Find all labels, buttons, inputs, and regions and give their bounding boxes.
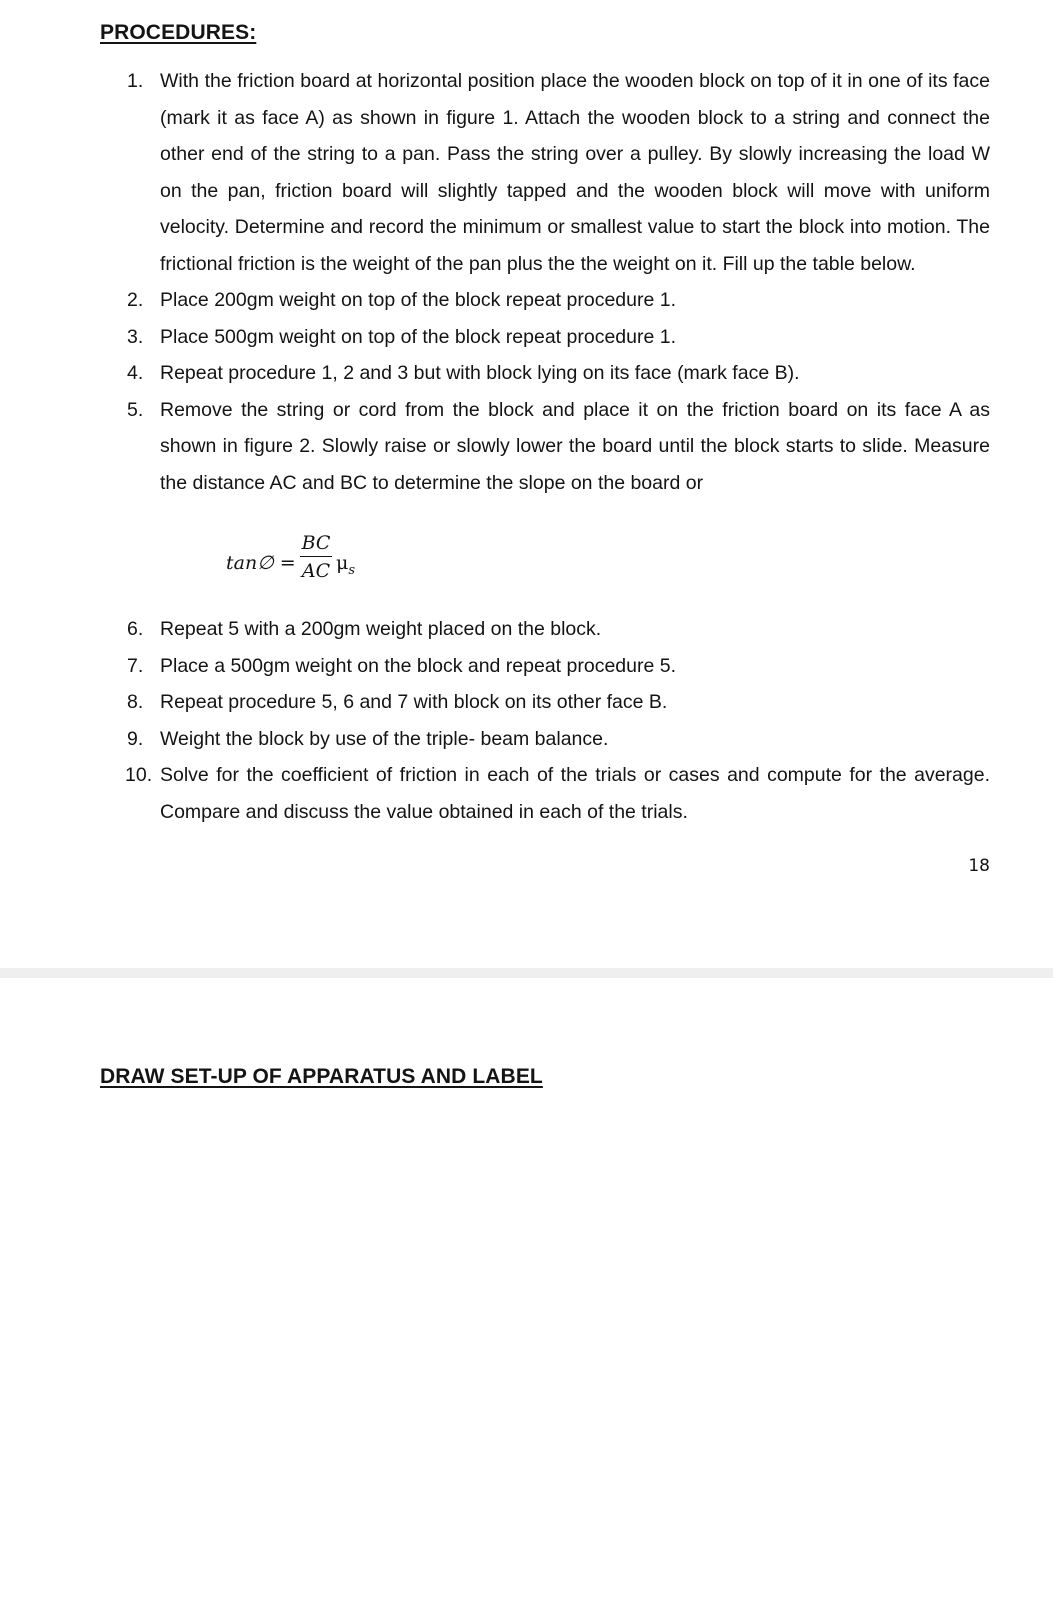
item-text: Place a 500gm weight on the block and repeat procedure 5. [160, 654, 677, 677]
list-item [0, 648, 1053, 685]
item-text: Repeat procedure 1, 2 and 3 but with block lying on its face (mark face B). [160, 362, 800, 384]
procedures-heading: PROCEDURES: [100, 21, 257, 44]
item-text: Place 200gm weight on top of the block repeat procedure 1. [160, 289, 676, 311]
formula-mu [336, 545, 355, 589]
item-text: With the friction board at horizontal position place the wooden block on top of it in one of its face (mark it as face A) as shown in figure 1. Attach the wooden block to a string and connect the other end of the string to a pan. Pass the string over a pulley. By slowly increasing the load W on the pan, friction board will slightly tapped and the wooden block will move with uniform velocity. Determine and record the minimum or smallest value to start the block into motion. The frictional friction is the weight of the pan plus the the weight on it. Fill up the table below. [160, 70, 990, 275]
item-text: Remove the string or cord from the block and place it on the friction board on its face A as shown in figure 2. Slowly raise or slowly lower the board until the block starts to slide. Measure the distance AC and BC to determine the slope on the board or [160, 398, 990, 494]
procedures-list [0, 63, 1053, 830]
page-number: 18 [968, 856, 990, 876]
item-number: 3. [127, 325, 144, 348]
list-item [0, 721, 1053, 758]
list-item [0, 757, 1053, 830]
item-number: 6. [127, 618, 144, 640]
item-number: 4. [127, 362, 144, 384]
formula-numerator: BC [301, 532, 331, 554]
item-text: Weight the block by use of the triple- beam balance. [160, 727, 609, 750]
item-number: 5. [127, 398, 144, 421]
formula-fraction [300, 531, 332, 583]
fraction-bar [300, 556, 332, 557]
list-item [0, 319, 1053, 356]
item-text: Repeat 5 with a 200gm weight placed on the block. [160, 618, 602, 640]
list-item [0, 611, 1053, 648]
formula-denominator: AC [301, 560, 331, 582]
formula-row [0, 501, 1053, 611]
draw-setup-heading: DRAW SET-UP OF APPARATUS AND LABEL [100, 1065, 543, 1088]
list-item [0, 684, 1053, 721]
item-text: Repeat procedure 5, 6 and 7 with block on its other face B. [160, 691, 668, 713]
list-item [0, 282, 1053, 319]
item-text: Solve for the coefficient of friction in each of the trials or cases and compute for the average. Compare and discuss the value obtained in each of the trials. [160, 764, 990, 823]
formula-lhs: tan∅ = [226, 552, 296, 574]
item-text: Place 500gm weight on top of the block repeat procedure 1. [160, 325, 676, 348]
item-number: 1. [127, 70, 144, 92]
item-number: 10. [125, 764, 153, 786]
mu-subscript: s [348, 562, 356, 578]
item-number: 7. [127, 654, 144, 677]
list-item [0, 355, 1053, 392]
page-separator [0, 968, 1053, 978]
mu-symbol: μ [336, 552, 349, 574]
item-number: 9. [127, 727, 144, 750]
item-number: 8. [127, 691, 144, 713]
list-item [0, 392, 1053, 502]
item-number: 2. [127, 289, 144, 311]
list-item [0, 63, 1053, 282]
